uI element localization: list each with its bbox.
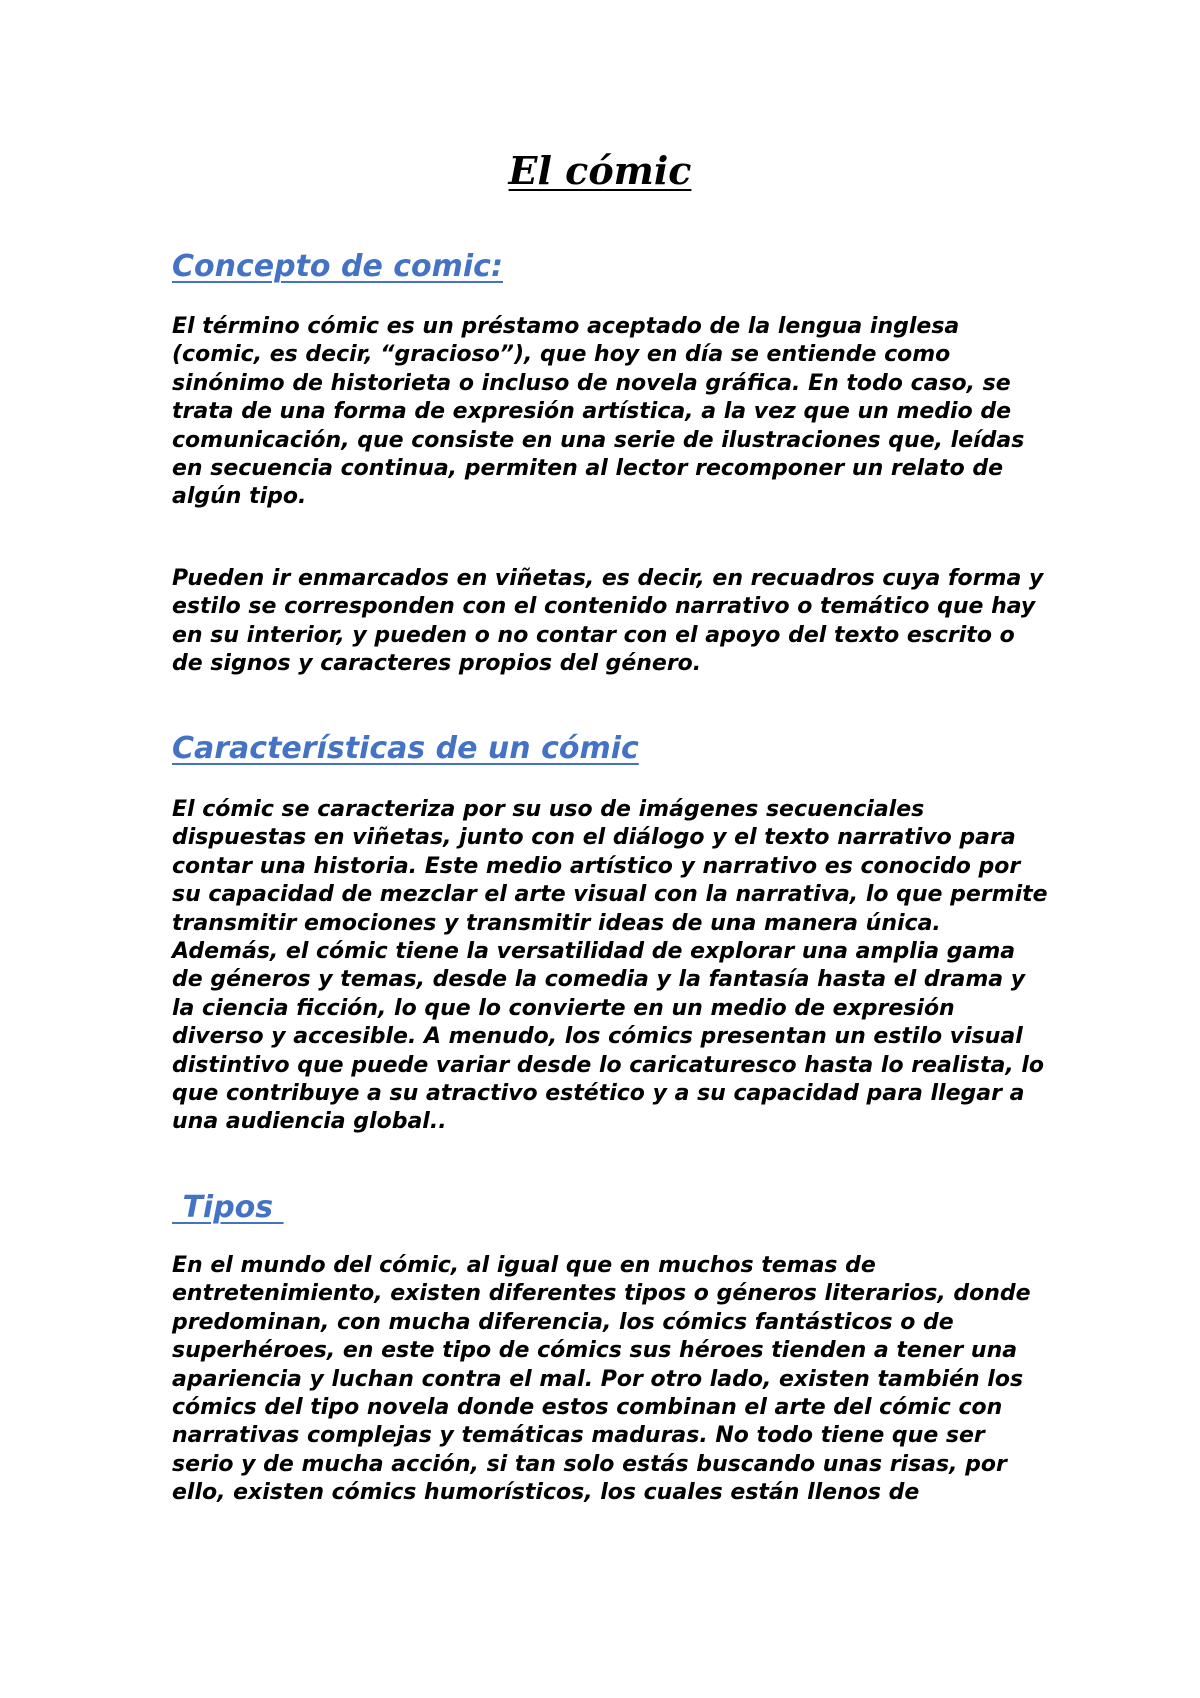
paragraph-concepto-1: El término cómic es un préstamo aceptado de la lengua inglesa (comic, es decir, “gracioso”), que hoy en día se entiende como sinónimo de historieta o incluso de novela gráfica. En todo caso, se trata de una forma de expresión artística, a la vez que un medio de comunicación, que consiste en una serie de ilustraciones que, leídas en secuencia continua, permiten al lector recomponer un relato de algún tipo. bbox=[172, 314, 1025, 510]
section-heading-concepto: Concepto de comic: bbox=[172, 249, 503, 284]
section-heading-tipos: Tipos bbox=[172, 1190, 284, 1225]
paragraph-caracteristicas-1: El cómic se caracteriza por su uso de imágenes secuenciales dispuestas en viñetas, junto con el diálogo y el texto narrativo para contar una historia. Este medio artístico y narrativo es conocido por su capacidad de mezclar el arte visual con la narrativa, lo que permite transmitir emociones y transmitir ideas de una manera única. Además, el cómic tiene la versatilidad de explorar una amplia gama de géneros y temas, desde la comedia y la fantasía hasta el drama y la ciencia ficción, lo que lo convierte en un medio de expresión diverso y accesible. A menudo, los cómics presentan un estilo visual distintivo que puede variar desde lo caricaturesco hasta lo realista, lo que contribuye a su atractivo estético y a su capacidad para llegar a una audiencia global.. bbox=[172, 797, 1048, 1135]
document-title: El cómic bbox=[508, 148, 692, 193]
section-heading-caracteristicas: Características de un cómic bbox=[172, 731, 639, 766]
paragraph-tipos-1: En el mundo del cómic, al igual que en muchos temas de entretenimiento, existen diferentes tipos o géneros literarios, donde predominan, con mucha diferencia, los cómics fantásticos o de superhéroes, en este tipo de cómics sus héroes tienden a tener una apariencia y luchan contra el mal. Por otro lado, existen también los cómics del tipo novela donde estos combinan el arte del cómic con narrativas complejas y temáticas maduras. No todo tiene que ser serio y de mucha acción, si tan solo estás buscando unas risas, por ello, existen cómics humorísticos, los cuales están llenos de bbox=[172, 1253, 1031, 1506]
paragraph-concepto-2: Pueden ir enmarcados en viñetas, es decir, en recuadros cuya forma y estilo se corresponden con el contenido narrativo o temático que hay en su interior, y pueden o no contar con el apoyo del texto escrito o de signos y caracteres propios del género. bbox=[172, 566, 1044, 677]
